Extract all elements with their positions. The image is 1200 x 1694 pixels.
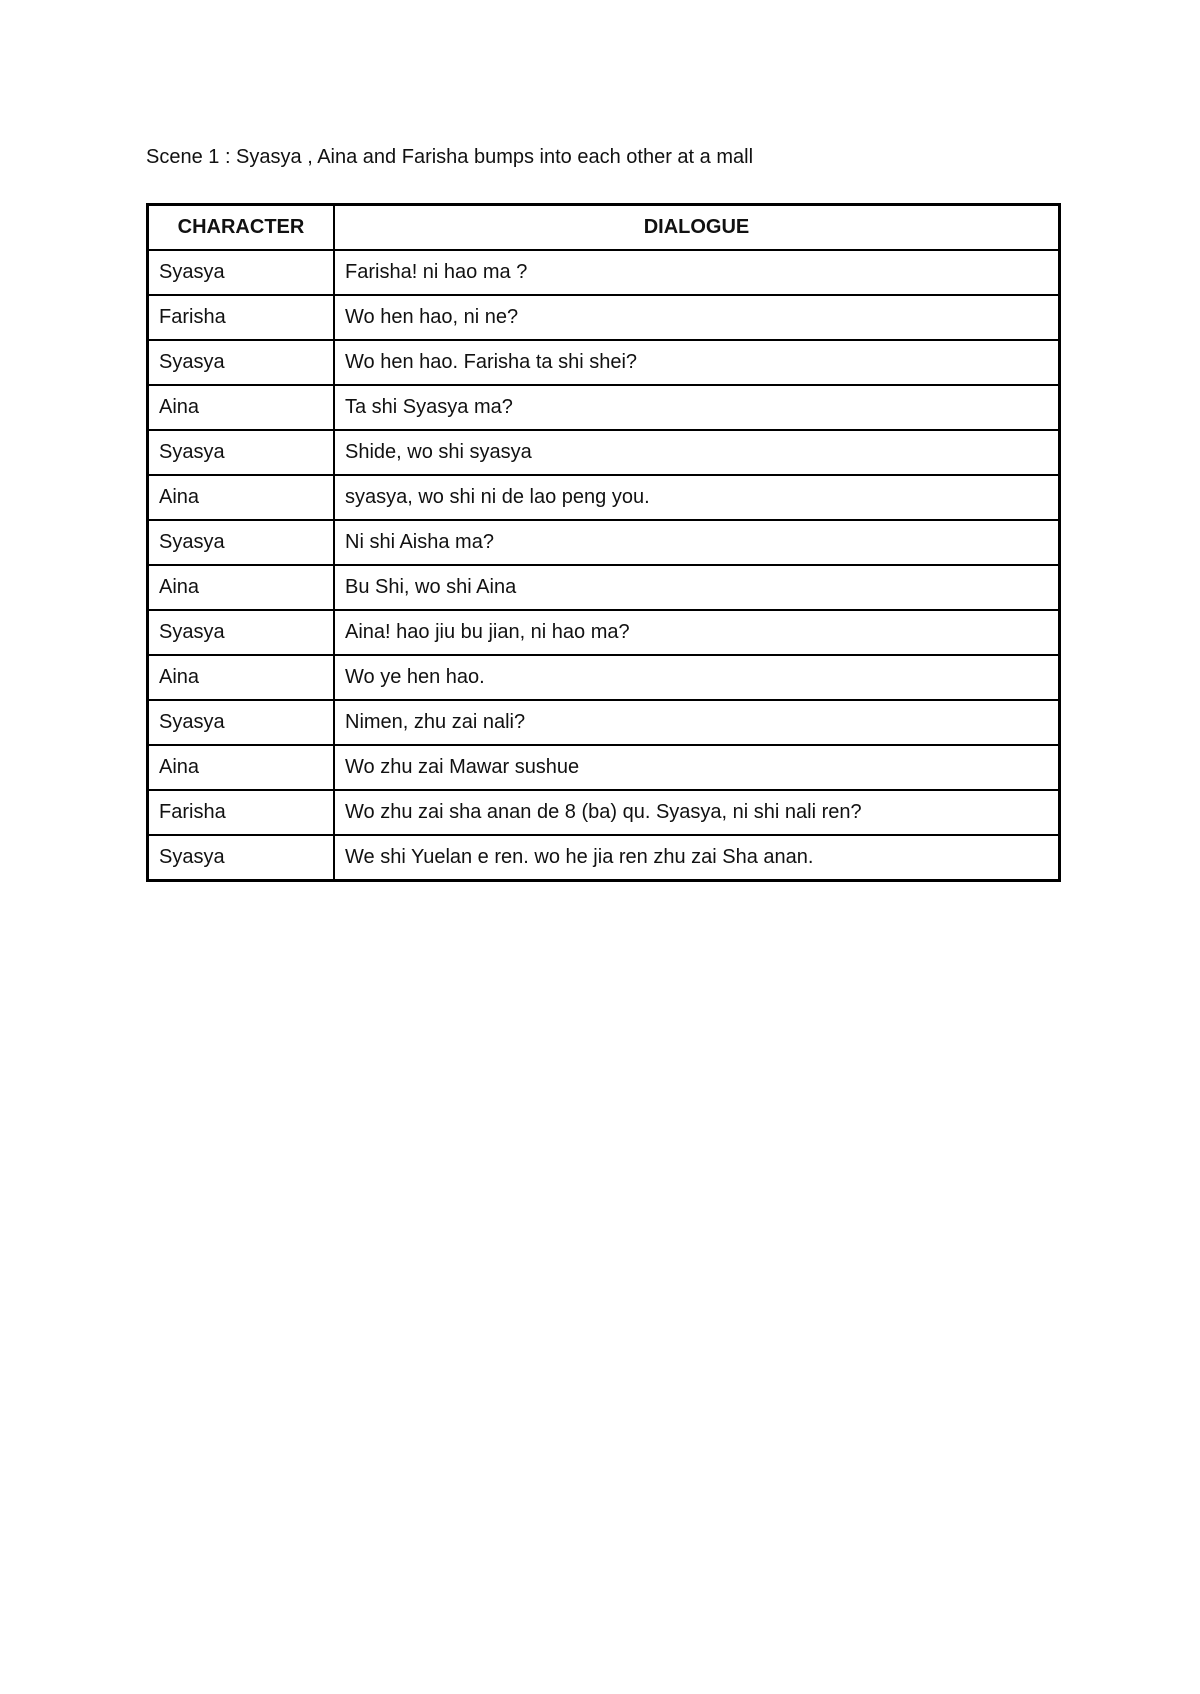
- table-row: [148, 250, 1060, 295]
- table-row: [148, 475, 1060, 520]
- table-row: [148, 385, 1060, 430]
- header-dialogue: DIALOGUE: [334, 205, 1060, 251]
- table-row: [148, 745, 1060, 790]
- character-cell: Aina: [148, 385, 335, 430]
- table-row: [148, 700, 1060, 745]
- dialogue-cell: Wo hen hao, ni ne?: [334, 295, 1060, 340]
- table-row: [148, 835, 1060, 881]
- dialogue-cell: Farisha! ni hao ma ?: [334, 250, 1060, 295]
- dialogue-cell: Nimen, zhu zai nali?: [334, 700, 1060, 745]
- dialogue-cell: Wo zhu zai Mawar sushue: [334, 745, 1060, 790]
- character-cell: Syasya: [148, 835, 335, 881]
- character-cell: Syasya: [148, 340, 335, 385]
- character-cell: Syasya: [148, 430, 335, 475]
- table-row: [148, 340, 1060, 385]
- table-row: [148, 520, 1060, 565]
- scene-title: Scene 1 : Syasya , Aina and Farisha bumps into each other at a mall: [146, 146, 754, 168]
- dialogue-cell: syasya, wo shi ni de lao peng you.: [334, 475, 1060, 520]
- character-cell: Aina: [148, 745, 335, 790]
- table-header-row: [148, 205, 1060, 251]
- dialogue-cell: Shide, wo shi syasya: [334, 430, 1060, 475]
- dialogue-cell: Wo ye hen hao.: [334, 655, 1060, 700]
- dialogue-cell: Bu Shi, wo shi Aina: [334, 565, 1060, 610]
- table-row: [148, 430, 1060, 475]
- character-cell: Syasya: [148, 610, 335, 655]
- dialogue-table: [146, 203, 1061, 882]
- character-cell: Syasya: [148, 250, 335, 295]
- character-cell: Aina: [148, 655, 335, 700]
- character-cell: Farisha: [148, 295, 335, 340]
- table-row: [148, 295, 1060, 340]
- table-row: [148, 565, 1060, 610]
- character-cell: Aina: [148, 475, 335, 520]
- dialogue-cell: Ta shi Syasya ma?: [334, 385, 1060, 430]
- dialogue-cell: We shi Yuelan e ren. wo he jia ren zhu zai Sha anan.: [334, 835, 1060, 881]
- header-character: CHARACTER: [148, 205, 335, 251]
- dialogue-cell: Wo hen hao. Farisha ta shi shei?: [334, 340, 1060, 385]
- dialogue-cell: Aina! hao jiu bu jian, ni hao ma?: [334, 610, 1060, 655]
- table-row: [148, 610, 1060, 655]
- character-cell: Aina: [148, 565, 335, 610]
- dialogue-cell: Ni shi Aisha ma?: [334, 520, 1060, 565]
- table-row: [148, 790, 1060, 835]
- dialogue-cell: Wo zhu zai sha anan de 8 (ba) qu. Syasya, ni shi nali ren?: [334, 790, 1060, 835]
- character-cell: Farisha: [148, 790, 335, 835]
- character-cell: Syasya: [148, 700, 335, 745]
- table-row: [148, 655, 1060, 700]
- character-cell: Syasya: [148, 520, 335, 565]
